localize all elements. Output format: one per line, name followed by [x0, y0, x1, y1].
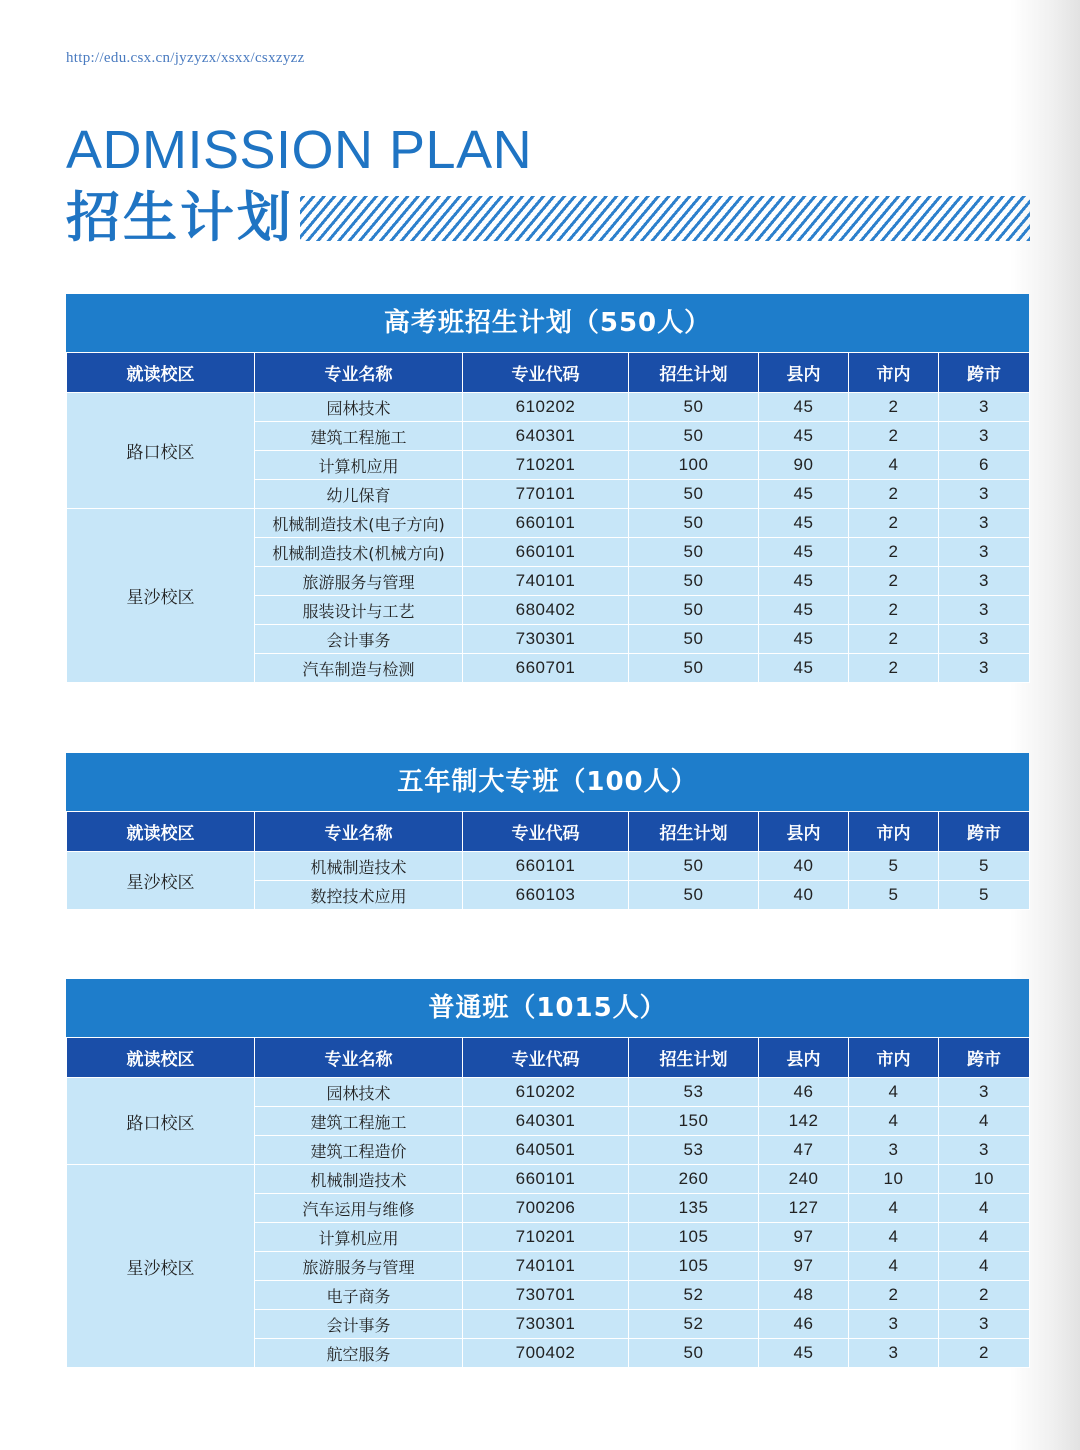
table-row	[67, 509, 1030, 538]
column-header: 招生计划	[629, 812, 759, 852]
header-row	[67, 812, 1030, 852]
city-cell: 4	[849, 1223, 939, 1252]
major-code-cell: 680402	[463, 596, 629, 625]
plan-cell: 52	[629, 1281, 759, 1310]
plan-cell: 50	[629, 480, 759, 509]
cross-city-cell: 4	[939, 1252, 1030, 1281]
section-gaokao	[66, 294, 1029, 683]
major-code-cell: 660101	[463, 538, 629, 567]
county-cell: 45	[759, 1339, 849, 1368]
plan-cell: 50	[629, 567, 759, 596]
column-header: 专业代码	[463, 353, 629, 393]
city-cell: 3	[849, 1339, 939, 1368]
major-code-cell: 660101	[463, 1165, 629, 1194]
county-cell: 127	[759, 1194, 849, 1223]
major-code-cell: 710201	[463, 451, 629, 480]
cross-city-cell: 3	[939, 596, 1030, 625]
major-name-cell: 园林技术	[255, 1078, 463, 1107]
major-name-cell: 电子商务	[255, 1281, 463, 1310]
admission-table	[66, 811, 1030, 910]
cross-city-cell: 4	[939, 1107, 1030, 1136]
major-name-cell: 机械制造技术(机械方向)	[255, 538, 463, 567]
major-code-cell: 660103	[463, 881, 629, 910]
column-header: 专业名称	[255, 1038, 463, 1078]
plan-cell: 100	[629, 451, 759, 480]
cross-city-cell: 3	[939, 654, 1030, 683]
table-row	[67, 393, 1030, 422]
city-cell: 2	[849, 538, 939, 567]
county-cell: 142	[759, 1107, 849, 1136]
city-cell: 2	[849, 422, 939, 451]
plan-cell: 105	[629, 1223, 759, 1252]
column-header: 招生计划	[629, 353, 759, 393]
city-cell: 3	[849, 1136, 939, 1165]
plan-cell: 53	[629, 1078, 759, 1107]
column-header: 就读校区	[67, 353, 255, 393]
column-header: 就读校区	[67, 812, 255, 852]
column-header: 专业名称	[255, 812, 463, 852]
section-title: 高考班招生计划（550人）	[66, 294, 1029, 352]
city-cell: 2	[849, 480, 939, 509]
cross-city-cell: 3	[939, 509, 1030, 538]
plan-cell: 52	[629, 1310, 759, 1339]
major-code-cell: 740101	[463, 1252, 629, 1281]
header-row	[67, 1038, 1030, 1078]
section-title: 五年制大专班（100人）	[66, 753, 1029, 811]
column-header: 跨市	[939, 812, 1030, 852]
cross-city-cell: 4	[939, 1223, 1030, 1252]
cross-city-cell: 3	[939, 1078, 1030, 1107]
city-cell: 10	[849, 1165, 939, 1194]
county-cell: 45	[759, 596, 849, 625]
cross-city-cell: 3	[939, 393, 1030, 422]
plan-cell: 50	[629, 538, 759, 567]
section-title: 普通班（1015人）	[66, 979, 1029, 1037]
county-cell: 45	[759, 538, 849, 567]
city-cell: 2	[849, 596, 939, 625]
column-header: 市内	[849, 812, 939, 852]
major-code-cell: 640301	[463, 422, 629, 451]
county-cell: 97	[759, 1223, 849, 1252]
cross-city-cell: 10	[939, 1165, 1030, 1194]
cross-city-cell: 5	[939, 852, 1030, 881]
county-cell: 45	[759, 480, 849, 509]
column-header: 县内	[759, 353, 849, 393]
cross-city-cell: 3	[939, 422, 1030, 451]
city-cell: 4	[849, 451, 939, 480]
county-cell: 48	[759, 1281, 849, 1310]
major-code-cell: 660101	[463, 509, 629, 538]
major-code-cell: 700206	[463, 1194, 629, 1223]
admission-table	[66, 1037, 1030, 1368]
county-cell: 45	[759, 509, 849, 538]
cross-city-cell: 2	[939, 1339, 1030, 1368]
plan-cell: 50	[629, 596, 759, 625]
major-name-cell: 会计事务	[255, 1310, 463, 1339]
section-regular	[66, 979, 1029, 1368]
page-title-en: ADMISSION PLAN	[66, 120, 533, 180]
county-cell: 40	[759, 852, 849, 881]
cross-city-cell: 4	[939, 1194, 1030, 1223]
major-name-cell: 建筑工程造价	[255, 1136, 463, 1165]
city-cell: 4	[849, 1252, 939, 1281]
county-cell: 45	[759, 567, 849, 596]
county-cell: 90	[759, 451, 849, 480]
major-name-cell: 旅游服务与管理	[255, 1252, 463, 1281]
plan-cell: 50	[629, 654, 759, 683]
cross-city-cell: 3	[939, 538, 1030, 567]
county-cell: 97	[759, 1252, 849, 1281]
city-cell: 2	[849, 567, 939, 596]
city-cell: 2	[849, 393, 939, 422]
county-cell: 45	[759, 625, 849, 654]
county-cell: 46	[759, 1310, 849, 1339]
major-code-cell: 660101	[463, 852, 629, 881]
major-code-cell: 660701	[463, 654, 629, 683]
column-header: 专业代码	[463, 812, 629, 852]
column-header: 市内	[849, 353, 939, 393]
plan-cell: 53	[629, 1136, 759, 1165]
major-name-cell: 汽车制造与检测	[255, 654, 463, 683]
table-row	[67, 1165, 1030, 1194]
table-row	[67, 852, 1030, 881]
cross-city-cell: 3	[939, 567, 1030, 596]
city-cell: 4	[849, 1078, 939, 1107]
campus-cell: 路口校区	[67, 393, 255, 509]
page-title-zh: 招生计划	[66, 186, 294, 249]
major-name-cell: 数控技术应用	[255, 881, 463, 910]
column-header: 市内	[849, 1038, 939, 1078]
major-name-cell: 幼儿保育	[255, 480, 463, 509]
cross-city-cell: 3	[939, 1136, 1030, 1165]
major-code-cell: 640501	[463, 1136, 629, 1165]
county-cell: 40	[759, 881, 849, 910]
city-cell: 2	[849, 1281, 939, 1310]
plan-cell: 50	[629, 422, 759, 451]
county-cell: 240	[759, 1165, 849, 1194]
major-name-cell: 计算机应用	[255, 1223, 463, 1252]
major-code-cell: 730701	[463, 1281, 629, 1310]
plan-cell: 50	[629, 881, 759, 910]
plan-cell: 50	[629, 625, 759, 654]
major-code-cell: 730301	[463, 625, 629, 654]
major-code-cell: 610202	[463, 393, 629, 422]
column-header: 跨市	[939, 1038, 1030, 1078]
plan-cell: 150	[629, 1107, 759, 1136]
campus-cell: 路口校区	[67, 1078, 255, 1165]
city-cell: 5	[849, 881, 939, 910]
major-name-cell: 机械制造技术(电子方向)	[255, 509, 463, 538]
city-cell: 2	[849, 509, 939, 538]
city-cell: 4	[849, 1107, 939, 1136]
major-code-cell: 700402	[463, 1339, 629, 1368]
table-row	[67, 1078, 1030, 1107]
cross-city-cell: 2	[939, 1281, 1030, 1310]
campus-cell: 星沙校区	[67, 1165, 255, 1368]
major-name-cell: 机械制造技术	[255, 1165, 463, 1194]
major-name-cell: 建筑工程施工	[255, 1107, 463, 1136]
plan-cell: 260	[629, 1165, 759, 1194]
cross-city-cell: 6	[939, 451, 1030, 480]
major-name-cell: 园林技术	[255, 393, 463, 422]
column-header: 专业代码	[463, 1038, 629, 1078]
city-cell: 2	[849, 625, 939, 654]
city-cell: 5	[849, 852, 939, 881]
major-code-cell: 740101	[463, 567, 629, 596]
plan-cell: 135	[629, 1194, 759, 1223]
county-cell: 45	[759, 654, 849, 683]
major-code-cell: 710201	[463, 1223, 629, 1252]
major-name-cell: 会计事务	[255, 625, 463, 654]
cross-city-cell: 3	[939, 480, 1030, 509]
plan-cell: 50	[629, 1339, 759, 1368]
county-cell: 45	[759, 422, 849, 451]
column-header: 县内	[759, 1038, 849, 1078]
county-cell: 46	[759, 1078, 849, 1107]
major-name-cell: 航空服务	[255, 1339, 463, 1368]
major-name-cell: 建筑工程施工	[255, 422, 463, 451]
plan-cell: 50	[629, 509, 759, 538]
cross-city-cell: 3	[939, 1310, 1030, 1339]
major-name-cell: 汽车运用与维修	[255, 1194, 463, 1223]
major-name-cell: 旅游服务与管理	[255, 567, 463, 596]
column-header: 跨市	[939, 353, 1030, 393]
major-code-cell: 730301	[463, 1310, 629, 1339]
major-name-cell: 计算机应用	[255, 451, 463, 480]
major-name-cell: 机械制造技术	[255, 852, 463, 881]
decorative-stripes	[300, 196, 1030, 241]
city-cell: 3	[849, 1310, 939, 1339]
plan-cell: 50	[629, 852, 759, 881]
major-code-cell: 640301	[463, 1107, 629, 1136]
header-row	[67, 353, 1030, 393]
cross-city-cell: 5	[939, 881, 1030, 910]
campus-cell: 星沙校区	[67, 509, 255, 683]
section-five-year	[66, 753, 1029, 910]
city-cell: 2	[849, 654, 939, 683]
major-code-cell: 770101	[463, 480, 629, 509]
county-cell: 45	[759, 393, 849, 422]
source-url: http://edu.csx.cn/jyzyzx/xsxx/csxzyzz	[66, 50, 305, 66]
major-code-cell: 610202	[463, 1078, 629, 1107]
plan-cell: 50	[629, 393, 759, 422]
column-header: 就读校区	[67, 1038, 255, 1078]
campus-cell: 星沙校区	[67, 852, 255, 910]
admission-table	[66, 352, 1030, 683]
plan-cell: 105	[629, 1252, 759, 1281]
column-header: 专业名称	[255, 353, 463, 393]
major-name-cell: 服装设计与工艺	[255, 596, 463, 625]
column-header: 招生计划	[629, 1038, 759, 1078]
column-header: 县内	[759, 812, 849, 852]
city-cell: 4	[849, 1194, 939, 1223]
county-cell: 47	[759, 1136, 849, 1165]
cross-city-cell: 3	[939, 625, 1030, 654]
